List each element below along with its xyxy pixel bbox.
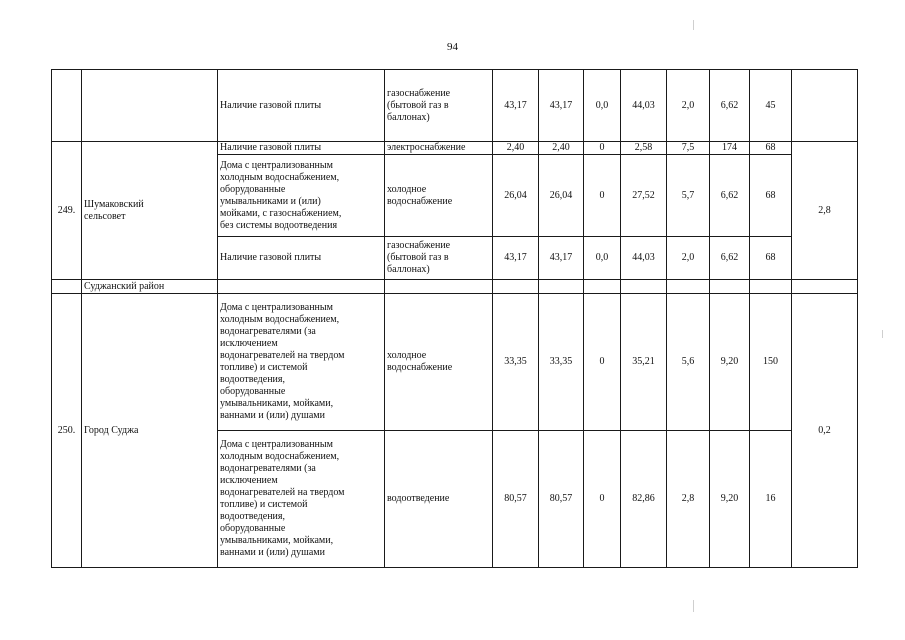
table-row xyxy=(52,70,858,142)
settlement-cell: Город Суджа xyxy=(82,294,218,568)
value-cell: 43,17 xyxy=(493,70,539,142)
table-row xyxy=(52,294,858,431)
condition-cell: Наличие газовой плиты xyxy=(218,142,385,155)
coefficient-cell xyxy=(792,70,858,142)
value-cell: 16 xyxy=(750,431,792,568)
value-cell: 80,57 xyxy=(539,431,584,568)
scan-mark xyxy=(882,330,883,338)
value-cell: 80,57 xyxy=(493,431,539,568)
value-cell: 5,7 xyxy=(667,155,710,237)
value-cell: 68 xyxy=(750,155,792,237)
value-cell: 0 xyxy=(584,294,621,431)
value-cell: 9,20 xyxy=(710,431,750,568)
section-title: Суджанский район xyxy=(82,280,218,294)
section-row xyxy=(52,280,858,294)
value-cell: 2,58 xyxy=(621,142,667,155)
value-cell: 0 xyxy=(584,142,621,155)
value-cell: 68 xyxy=(750,142,792,155)
service-cell: электроснабжение xyxy=(385,142,493,155)
value-cell: 44,03 xyxy=(621,70,667,142)
value-cell: 26,04 xyxy=(493,155,539,237)
value-cell: 44,03 xyxy=(621,237,667,280)
row-number-cell xyxy=(52,70,82,142)
coefficient-cell: 0,2 xyxy=(792,294,858,568)
value-cell: 43,17 xyxy=(539,237,584,280)
value-cell: 35,21 xyxy=(621,294,667,431)
condition-cell: Дома с централизованным холодным водоснабжением, оборудованные умывальниками и (или) мойками, с газоснабжением, без системы водоотведения xyxy=(218,155,385,237)
value-cell: 33,35 xyxy=(539,294,584,431)
condition-cell: Дома с централизованным холодным водоснабжением, водонагревателями (за исключением водонагревателей на твердом топливе) и системой водоотведения, оборудованные умывальниками, мойками, ваннами и (или) душами xyxy=(218,431,385,568)
value-cell: 2,40 xyxy=(539,142,584,155)
value-cell: 45 xyxy=(750,70,792,142)
condition-cell: Дома с централизованным холодным водоснабжением, водонагревателями (за исключением водонагревателей на твердом топливе) и системой водоотведения, оборудованные умывальниками, мойками, ваннами и (или) душами xyxy=(218,294,385,431)
service-cell: холодное водоснабжение xyxy=(385,155,493,237)
value-cell: 68 xyxy=(750,237,792,280)
value-cell: 0,0 xyxy=(584,70,621,142)
value-cell: 2,40 xyxy=(493,142,539,155)
value-cell: 2,0 xyxy=(667,70,710,142)
scan-mark xyxy=(693,600,694,612)
coefficient-cell: 2,8 xyxy=(792,142,858,280)
value-cell: 43,17 xyxy=(539,70,584,142)
value-cell: 9,20 xyxy=(710,294,750,431)
table-row xyxy=(52,142,858,155)
value-cell: 5,6 xyxy=(667,294,710,431)
settlement-cell xyxy=(82,70,218,142)
value-cell: 150 xyxy=(750,294,792,431)
service-cell: газоснабжение (бытовой газ в баллонах) xyxy=(385,70,493,142)
value-cell: 82,86 xyxy=(621,431,667,568)
settlement-cell: Шумаковский сельсовет xyxy=(82,142,218,280)
value-cell: 2,8 xyxy=(667,431,710,568)
row-number-cell: 249. xyxy=(52,142,82,280)
value-cell: 7,5 xyxy=(667,142,710,155)
service-cell: холодное водоснабжение xyxy=(385,294,493,431)
value-cell: 6,62 xyxy=(710,237,750,280)
value-cell: 6,62 xyxy=(710,70,750,142)
service-cell: газоснабжение (бытовой газ в баллонах) xyxy=(385,237,493,280)
tariff-table xyxy=(51,69,858,568)
value-cell: 27,52 xyxy=(621,155,667,237)
value-cell: 2,0 xyxy=(667,237,710,280)
service-cell: водоотведение xyxy=(385,431,493,568)
row-number-cell: 250. xyxy=(52,294,82,568)
page-number: 94 xyxy=(447,41,458,53)
value-cell: 0,0 xyxy=(584,237,621,280)
value-cell: 33,35 xyxy=(493,294,539,431)
value-cell: 0 xyxy=(584,431,621,568)
value-cell: 0 xyxy=(584,155,621,237)
condition-cell: Наличие газовой плиты xyxy=(218,70,385,142)
condition-cell: Наличие газовой плиты xyxy=(218,237,385,280)
value-cell: 43,17 xyxy=(493,237,539,280)
scan-mark xyxy=(693,20,694,30)
value-cell: 26,04 xyxy=(539,155,584,237)
value-cell: 6,62 xyxy=(710,155,750,237)
value-cell: 174 xyxy=(710,142,750,155)
